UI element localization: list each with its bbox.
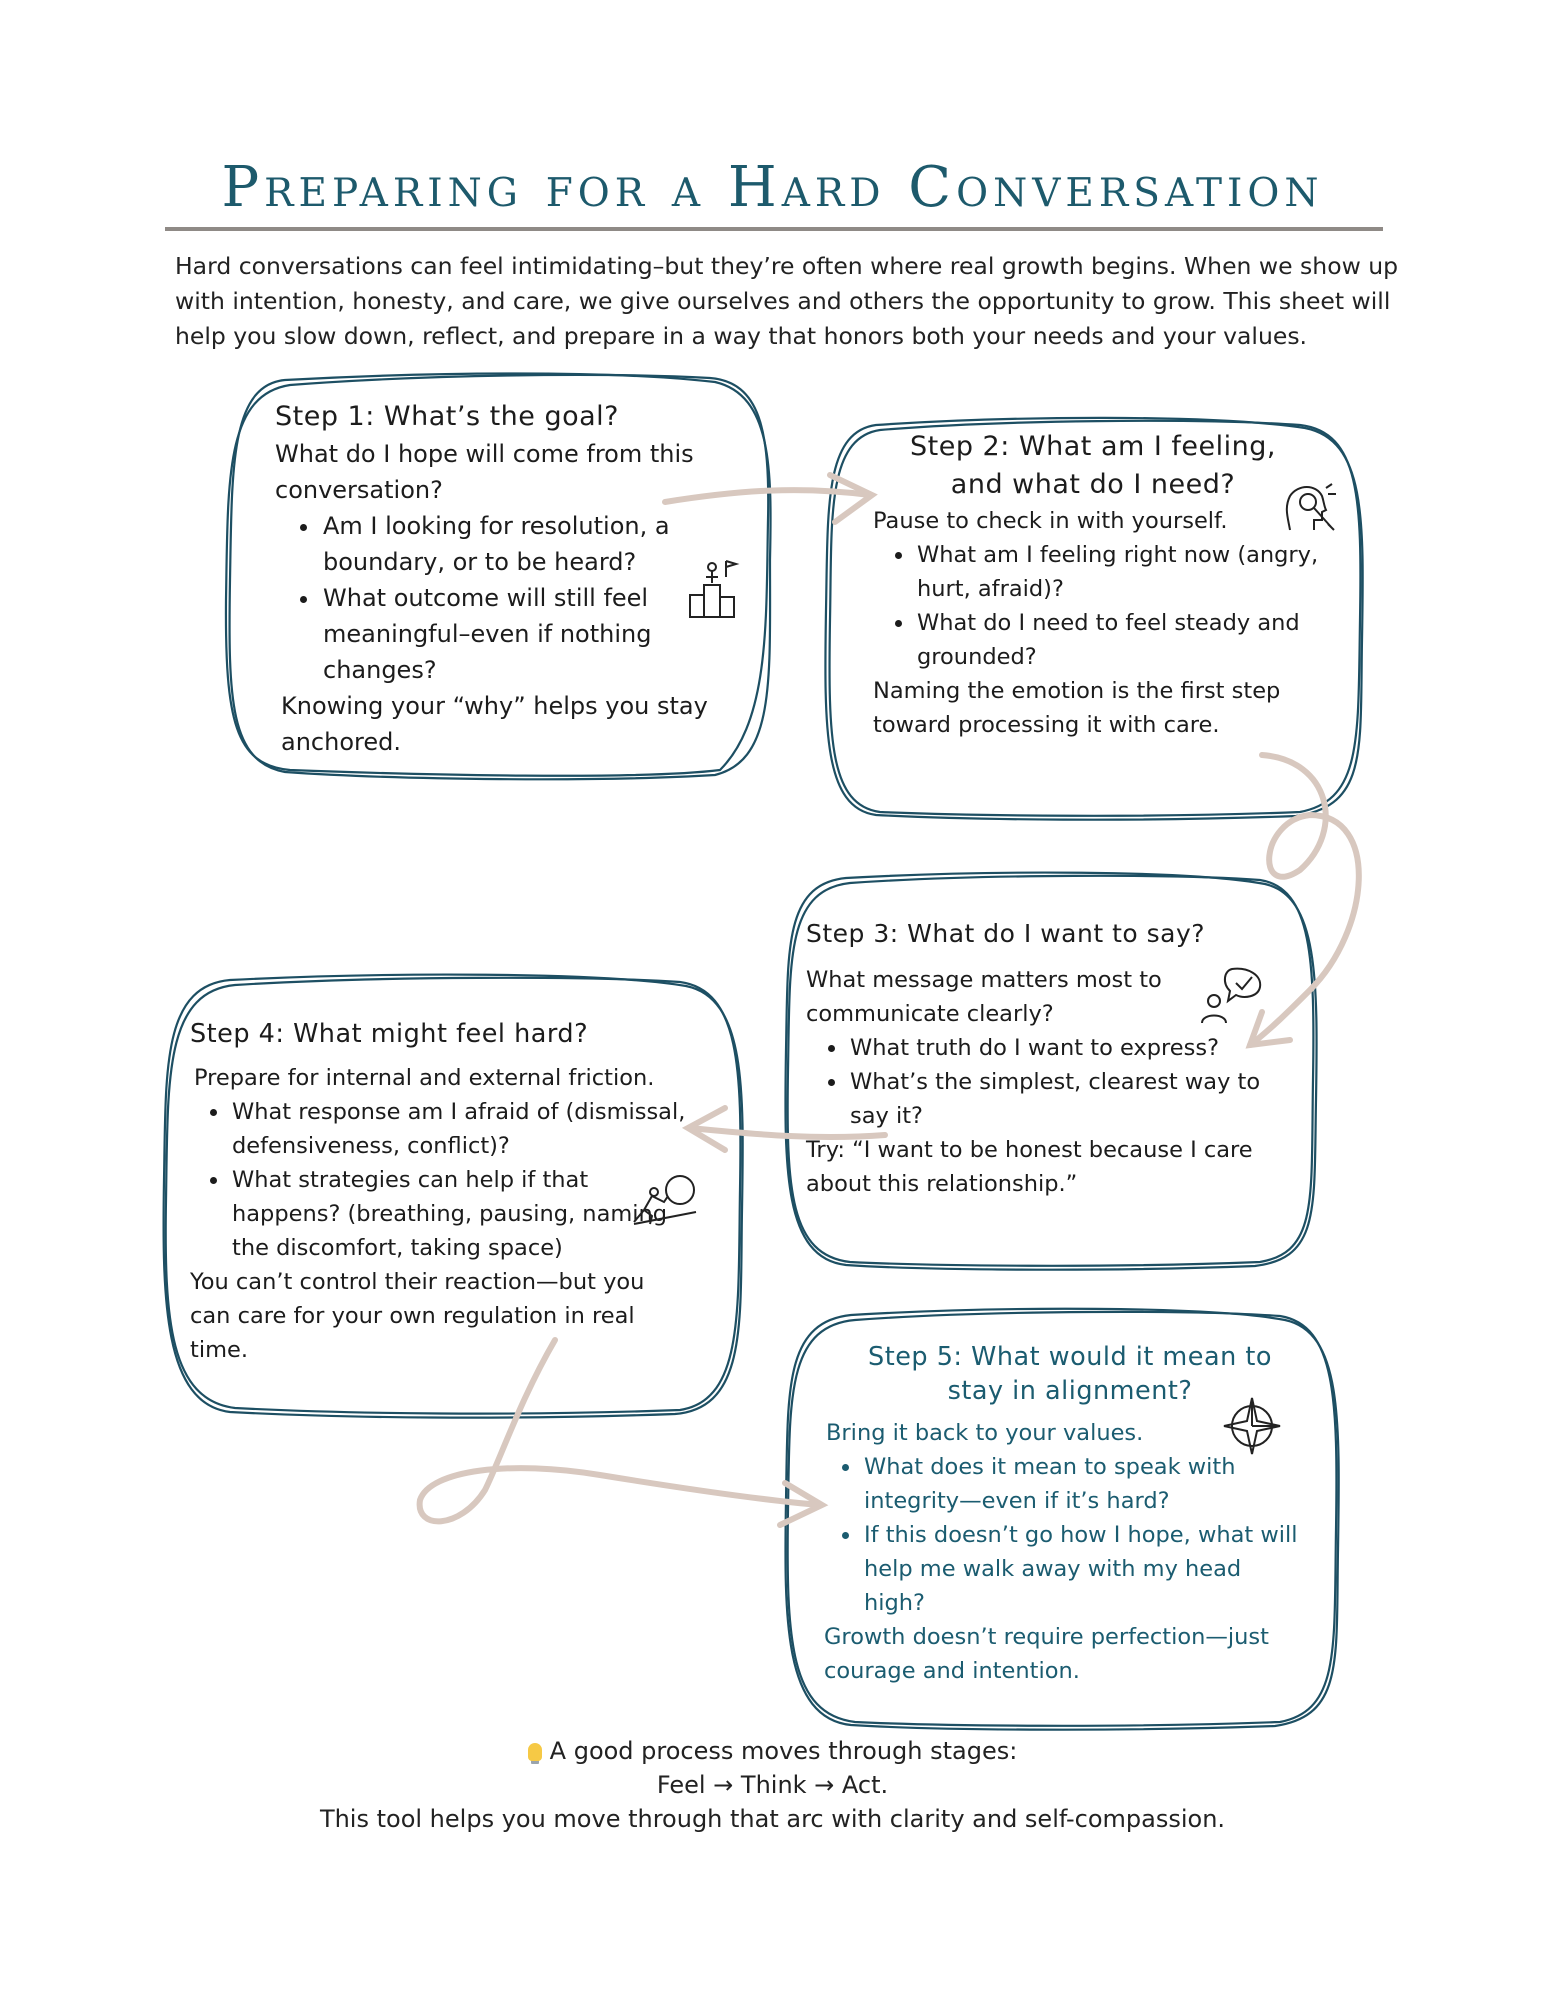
- footer-line1-row: [0, 1734, 1545, 1768]
- podium-flag-icon: [688, 557, 740, 619]
- list-item: • What response am I afraid of (dismissal, defensiveness, conflict)?: [230, 1095, 690, 1163]
- step1-bullets: [275, 508, 745, 688]
- list-item: • What outcome will still feel meaningful–even if nothing changes?: [321, 580, 745, 688]
- footer: [0, 1734, 1545, 1836]
- head-magnifier-icon: [1280, 478, 1340, 538]
- step3-card: [806, 915, 1296, 1201]
- list-item: • What am I feeling right now (angry, hurt, afraid)?: [915, 538, 1353, 606]
- list-item: • What truth do I want to express?: [848, 1031, 1296, 1065]
- step5-bullets: [820, 1450, 1302, 1620]
- footer-line3: This tool helps you move through that arc with clarity and self-compassion.: [319, 1805, 1226, 1833]
- arrow-4-to-5: [420, 1340, 820, 1521]
- step1-title: Step 1: What’s the goal?: [275, 401, 620, 432]
- person-speech-check-icon: [1200, 965, 1264, 1025]
- step1-intro: What do I hope will come from this conversation?: [275, 440, 694, 504]
- list-item: • What’s the simplest, clearest way to say it?: [848, 1065, 1296, 1133]
- footer-line2: Feel → Think → Act.: [656, 1771, 889, 1799]
- list-item: • If this doesn’t go how I hope, what will help me walk away with my head high?: [862, 1518, 1302, 1620]
- lightbulb-icon: [528, 1743, 542, 1761]
- step3-closing: Try: “I want to be honest because I care about this relationship.”: [806, 1137, 1253, 1197]
- person-pushing-boulder-icon: [630, 1172, 698, 1226]
- step2-intro: Pause to check in with yourself.: [873, 508, 1228, 534]
- list-item: • What strategies can help if that happens? (breathing, pausing, naming the discomfort, taking space): [230, 1163, 690, 1265]
- step2-bullets: [873, 538, 1353, 674]
- step5-intro: Bring it back to your values.: [826, 1420, 1144, 1446]
- step5-title-line2: stay in alignment?: [947, 1376, 1193, 1406]
- step3-title: Step 3: What do I want to say?: [806, 919, 1206, 948]
- step2-title-line1: Step 2: What am I feeling,: [910, 431, 1276, 462]
- footer-line1: A good process moves through stages:: [549, 1737, 1018, 1765]
- step3-bullets: [806, 1031, 1296, 1133]
- page-title: Preparing for a Hard Conversation: [221, 155, 1324, 220]
- intro-paragraph: Hard conversations can feel intimidating–but they’re often where real growth begins. When we show up with intention, honesty, and care, we give ourselves and others the opportunity to grow. This sheet will help you slow down, reflect, and prepare in a way that honors both your needs and your values.: [175, 252, 1399, 350]
- step1-closing: Knowing your “why” helps you stay anchored.: [281, 692, 708, 756]
- step4-intro: Prepare for internal and external friction.: [194, 1065, 655, 1091]
- step4-bullets: [190, 1095, 690, 1265]
- list-item: • Am I looking for resolution, a boundary, or to be heard?: [321, 508, 745, 580]
- list-item: • What does it mean to speak with integrity—even if it’s hard?: [862, 1450, 1302, 1518]
- step2-closing: Naming the emotion is the first step toward processing it with care.: [873, 678, 1281, 738]
- step2-card: [873, 428, 1353, 742]
- step1-card: [275, 398, 745, 760]
- step4-closing: You can’t control their reaction—but you can care for your own regulation in real time.: [190, 1269, 645, 1363]
- step3-intro: What message matters most to communicate clearly?: [806, 967, 1162, 1027]
- list-item: • What do I need to feel steady and grounded?: [915, 606, 1353, 674]
- compass-icon: [1222, 1396, 1282, 1456]
- step4-title: Step 4: What might feel hard?: [190, 1019, 589, 1049]
- step2-title-line2: and what do I need?: [950, 469, 1236, 500]
- step5-closing: Growth doesn’t require perfection—just courage and intention.: [824, 1624, 1269, 1684]
- step5-card: [820, 1340, 1320, 1688]
- title-divider: [165, 227, 1383, 231]
- step5-title-line1: Step 5: What would it mean to: [868, 1342, 1272, 1372]
